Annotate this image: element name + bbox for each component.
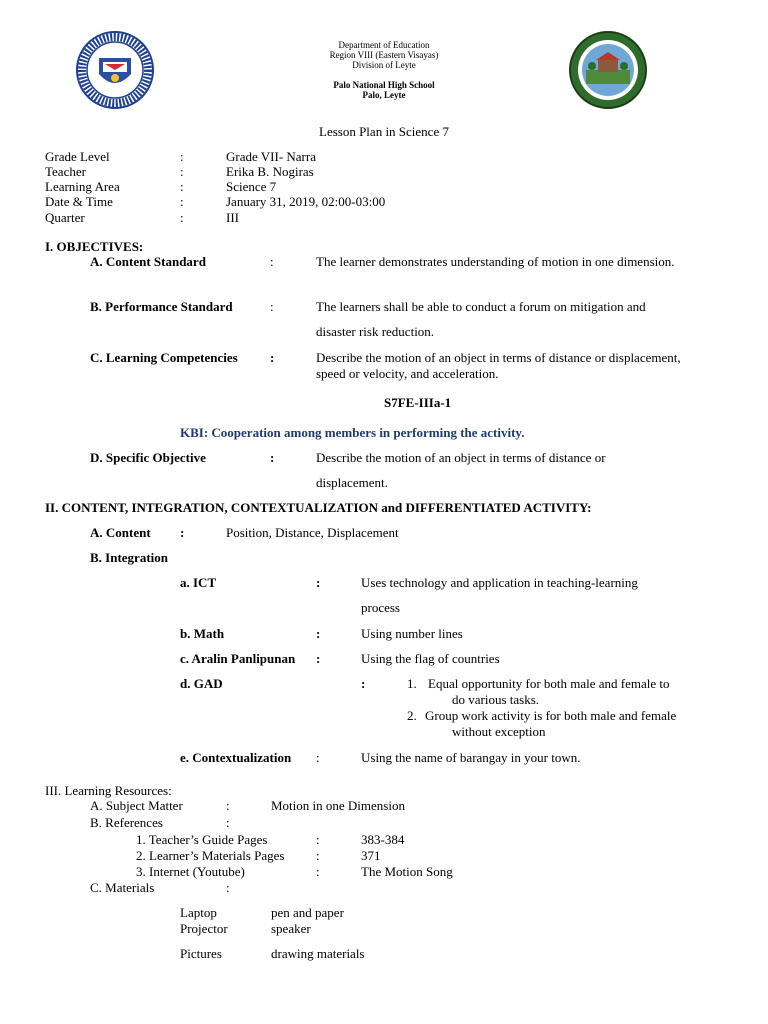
ap-label: c. Aralin Panlipunan bbox=[180, 651, 296, 666]
materials-label: C. Materials bbox=[90, 880, 155, 895]
content-standard-text: The learner demonstrates understanding of motion in one dimension. bbox=[316, 254, 675, 269]
info-value: III bbox=[226, 210, 239, 225]
header-line-division: Division of Leyte bbox=[352, 60, 416, 70]
reference-label: 2. Learner’s Materials Pages bbox=[136, 848, 285, 863]
info-value: January 31, 2019, 02:00-03:00 bbox=[226, 194, 386, 209]
content-sep: : bbox=[180, 525, 185, 540]
performance-standard-line2: disaster risk reduction. bbox=[316, 324, 435, 339]
content-standard-sep: : bbox=[270, 254, 274, 269]
info-label: Grade Level bbox=[45, 149, 110, 164]
reference-sep: : bbox=[316, 832, 320, 847]
material-item: drawing materials bbox=[271, 946, 365, 961]
subject-matter-value: Motion in one Dimension bbox=[271, 798, 405, 813]
reference-label: 1. Teacher’s Guide Pages bbox=[136, 832, 268, 847]
info-sep: : bbox=[180, 164, 184, 179]
gad-item-1-line2: do various tasks. bbox=[452, 692, 540, 707]
contextualization-label: e. Contextualization bbox=[180, 750, 292, 765]
integration-label: B. Integration bbox=[90, 550, 168, 565]
reference-value: The Motion Song bbox=[361, 864, 453, 879]
math-value: Using number lines bbox=[361, 626, 463, 641]
info-sep: : bbox=[180, 210, 184, 225]
gad-item-2-line1: Group work activity is for both male and female bbox=[425, 708, 677, 723]
ict-sep: : bbox=[316, 575, 321, 590]
ict-line2: process bbox=[361, 600, 400, 615]
subject-matter-sep: : bbox=[226, 798, 230, 813]
material-item: Pictures bbox=[180, 946, 222, 961]
kbi-statement: KBI: Cooperation among members in performing the activity. bbox=[180, 425, 525, 440]
specific-objective-sep: : bbox=[270, 450, 275, 465]
gad-label: d. GAD bbox=[180, 676, 223, 691]
info-value: Erika B. Nogiras bbox=[226, 164, 314, 179]
info-value: Grade VII- Narra bbox=[226, 149, 316, 164]
material-item: speaker bbox=[271, 921, 311, 936]
performance-standard-sep: : bbox=[270, 299, 274, 314]
objectives-heading: I. OBJECTIVES: bbox=[45, 239, 144, 254]
material-item: Projector bbox=[180, 921, 228, 936]
specific-objective-line1: Describe the motion of an object in terms of distance or bbox=[316, 450, 606, 465]
ap-sep: : bbox=[316, 651, 321, 666]
header-line-department: Department of Education bbox=[338, 40, 430, 50]
material-item: pen and paper bbox=[271, 905, 344, 920]
specific-objective-line2: displacement. bbox=[316, 475, 388, 490]
ict-line1: Uses technology and application in teaching-learning bbox=[361, 575, 638, 590]
header-school-name: Palo National High School bbox=[333, 80, 435, 90]
info-label: Date & Time bbox=[45, 194, 113, 209]
info-value: Science 7 bbox=[226, 179, 277, 194]
reference-value: 371 bbox=[361, 848, 381, 863]
materials-sep: : bbox=[226, 880, 230, 895]
header-school-town: Palo, Leyte bbox=[362, 90, 406, 100]
reference-sep: : bbox=[316, 848, 320, 863]
competency-code: S7FE-IIIa-1 bbox=[384, 395, 452, 410]
info-sep: : bbox=[180, 149, 184, 164]
resources-heading: III. Learning Resources: bbox=[45, 783, 172, 798]
info-sep: : bbox=[180, 194, 184, 209]
content-standard-label: A. Content Standard bbox=[90, 254, 206, 269]
info-sep: : bbox=[180, 179, 184, 194]
info-label: Teacher bbox=[45, 164, 86, 179]
gad-item-1-line1: Equal opportunity for both male and female to bbox=[428, 676, 670, 691]
reference-sep: : bbox=[316, 864, 320, 879]
document-title: Lesson Plan in Science 7 bbox=[319, 124, 449, 139]
info-label: Quarter bbox=[45, 210, 85, 225]
gad-sep: : bbox=[361, 676, 366, 691]
reference-value: 383-384 bbox=[361, 832, 405, 847]
learning-competencies-sep: : bbox=[270, 350, 275, 365]
performance-standard-line1: The learners shall be able to conduct a forum on mitigation and bbox=[316, 299, 646, 314]
ap-value: Using the flag of countries bbox=[361, 651, 500, 666]
performance-standard-label: B. Performance Standard bbox=[90, 299, 233, 314]
info-label: Learning Area bbox=[45, 179, 120, 194]
contextualization-value: Using the name of barangay in your town. bbox=[361, 750, 581, 765]
content-heading: II. CONTENT, INTEGRATION, CONTEXTUALIZATION and DIFFERENTIATED ACTIVITY: bbox=[45, 500, 592, 515]
gad-item-1-number: 1. bbox=[407, 676, 417, 691]
math-label: b. Math bbox=[180, 626, 225, 641]
references-sep: : bbox=[226, 815, 230, 830]
content-value: Position, Distance, Displacement bbox=[226, 525, 399, 540]
contextualization-sep: : bbox=[316, 750, 320, 765]
specific-objective-label: D. Specific Objective bbox=[90, 450, 206, 465]
content-label: A. Content bbox=[90, 525, 151, 540]
ict-label: a. ICT bbox=[180, 575, 217, 590]
math-sep: : bbox=[316, 626, 321, 641]
gad-item-2-number: 2. bbox=[407, 708, 417, 723]
gad-item-2-line2: without exception bbox=[452, 724, 546, 739]
references-label: B. References bbox=[90, 815, 163, 830]
material-item: Laptop bbox=[180, 905, 217, 920]
subject-matter-label: A. Subject Matter bbox=[90, 798, 183, 813]
header-line-region: Region VIII (Eastern Visayas) bbox=[329, 50, 439, 60]
learning-competencies-label: C. Learning Competencies bbox=[90, 350, 238, 365]
reference-label: 3. Internet (Youtube) bbox=[136, 864, 245, 879]
learning-competencies-text: Describe the motion of an object in terms of distance or displacement, speed or velocity, and acceleration. bbox=[316, 350, 681, 381]
